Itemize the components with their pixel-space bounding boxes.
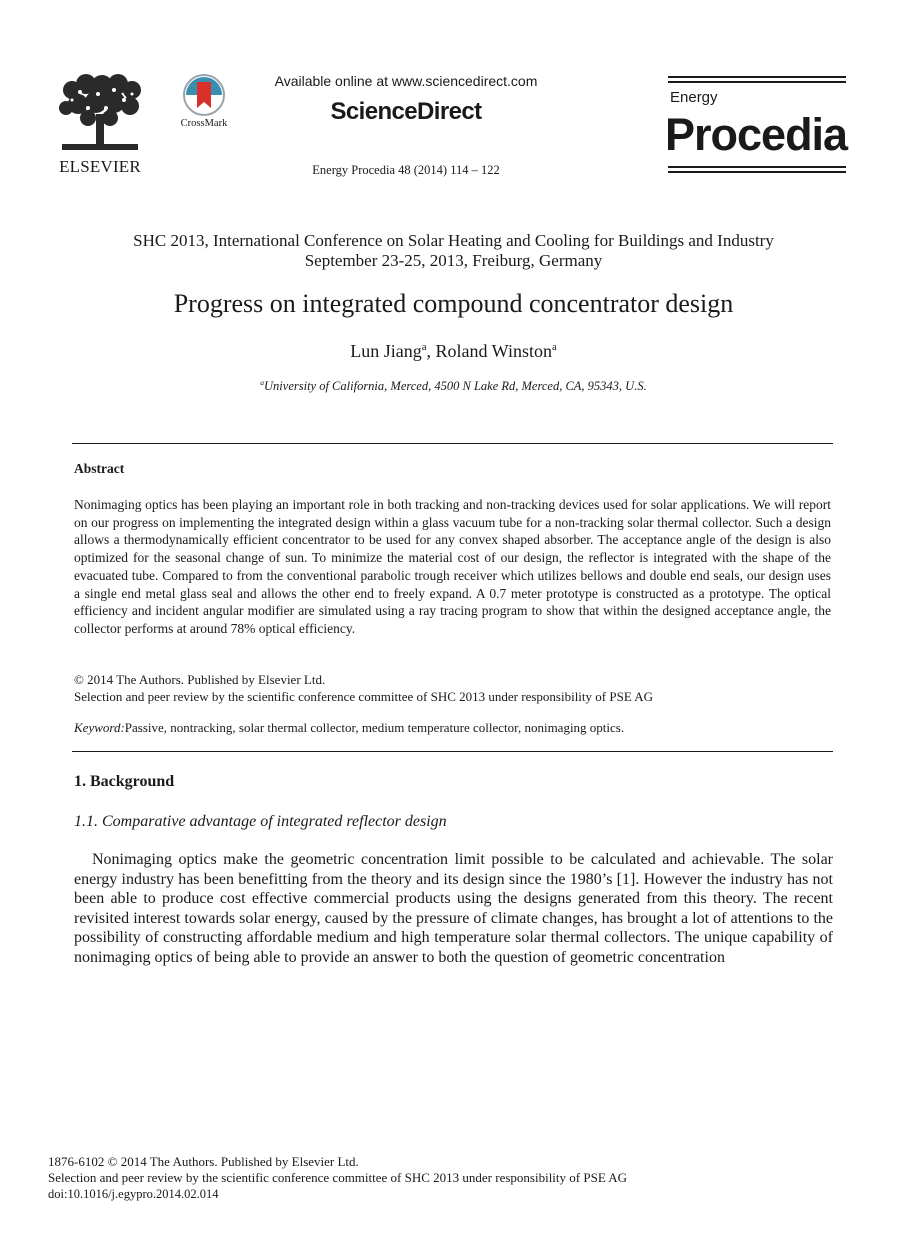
- journal-logo-rule-bottom: [668, 166, 846, 168]
- body-paragraph: Nonimaging optics make the geometric concentration limit possible to be calculated and achievable. The solar energy industry has been benefitting from the theory and its design since the 1980’s [1]. However the industry has not been able to produce cost effective commercial products using the designs generated from this theory. The recent revisited interest towards solar energy, caused by the pressure of climate changes, has brought a lot of attentions to the possibility of constructing affordable medium and high temperature solar thermal collectors. The unique capability of nonimaging optics of being able to provide an answer to both the question of geometric concentration: [74, 851, 833, 966]
- abstract-heading: Abstract: [74, 461, 125, 476]
- affiliation-mark: a: [421, 341, 427, 353]
- divider-bottom: [72, 751, 833, 752]
- sciencedirect-wordmark: ScienceDirect: [330, 98, 482, 125]
- journal-logo-procedia: Procedia: [665, 109, 848, 160]
- journal-logo-energy: Energy: [670, 89, 718, 106]
- peer-review-line: Selection and peer review by the scientific conference committee of SHC 2013 under responsibility of PSE AG: [74, 689, 654, 704]
- author-name: Roland Winston: [435, 341, 552, 361]
- copyright-line: © 2014 The Authors. Published by Elsevier Ltd.: [74, 672, 326, 687]
- conference-line-1: SHC 2013, International Conference on Solar Heating and Cooling for Buildings and Industry: [133, 231, 774, 250]
- journal-logo-rule-top-2: [668, 81, 846, 83]
- journal-logo-rule-bottom-2: [668, 171, 846, 173]
- available-online-text[interactable]: Available online at www.sciencedirect.com: [274, 73, 538, 89]
- section-heading: 1. Background: [74, 773, 175, 790]
- crossmark-label: CrossMark: [180, 118, 228, 129]
- footer-issn-line: 1876-6102 © 2014 The Authors. Published by Elsevier Ltd.: [48, 1154, 359, 1169]
- conference-info: [40, 231, 867, 271]
- paper-title: Progress on integrated compound concentrator design: [173, 289, 734, 318]
- journal-citation: Energy Procedia 48 (2014) 114 – 122: [312, 163, 500, 177]
- divider-top: [72, 443, 833, 444]
- affiliation-text: University of California, Merced, 4500 N Lake Rd, Merced, CA, 95343, U.S.: [264, 379, 647, 393]
- elsevier-wordmark: ELSEVIER: [59, 157, 141, 176]
- footer-peer-review-line: Selection and peer review by the scientific conference committee of SHC 2013 under responsibility of PSE AG: [48, 1170, 628, 1185]
- keyword-list: Passive, nontracking, solar thermal collector, medium temperature collector, nonimaging optics.: [124, 720, 625, 735]
- author-list: Lun Jiang$^a$, Roland Winston$^a$: [350, 341, 557, 361]
- footer-doi-link[interactable]: doi:10.1016/j.egypro.2014.02.014: [48, 1187, 219, 1201]
- author-name: Lun Jiang: [350, 341, 422, 361]
- affiliation: [40, 379, 867, 394]
- subsection-heading: 1.1. Comparative advantage of integrated reflector design: [74, 813, 447, 830]
- abstract-text: Nonimaging optics has been playing an important role in both tracking and non-tracking devices used for solar applications. We will report on our progress on implementing the integrated design within a glass vacuum tube for a non-tracking solar thermal collector. Such a design allows a thermodynamically efficient concentrator to be used for any convex shaped absorber. The acceptance angle of the design is also optimized for the seasonal change of sun. To minimize the material cost of our design, the reflector is integrated with the shape of the evacuated tube. Compared to from the conventional parabolic trough receiver which utilizes bellows and double end seals, our design uses a single end metal glass seal and allows the other end to freely expand. A 0.7 meter prototype is constructed as a prototype. The optical efficiency and incident angular modifier are simulated using a ray tracing program to show that within the designed acceptance angle, the collector performs at around 78% optical efficiency.: [74, 497, 831, 636]
- keyword-label: Keyword:: [74, 720, 125, 735]
- keywords: [74, 720, 624, 736]
- affiliation-mark: a: [260, 377, 265, 387]
- journal-logo-rule-top: [668, 76, 846, 78]
- conference-line-2: September 23-25, 2013, Freiburg, Germany: [304, 251, 603, 270]
- affiliation-mark: a: [551, 341, 557, 353]
